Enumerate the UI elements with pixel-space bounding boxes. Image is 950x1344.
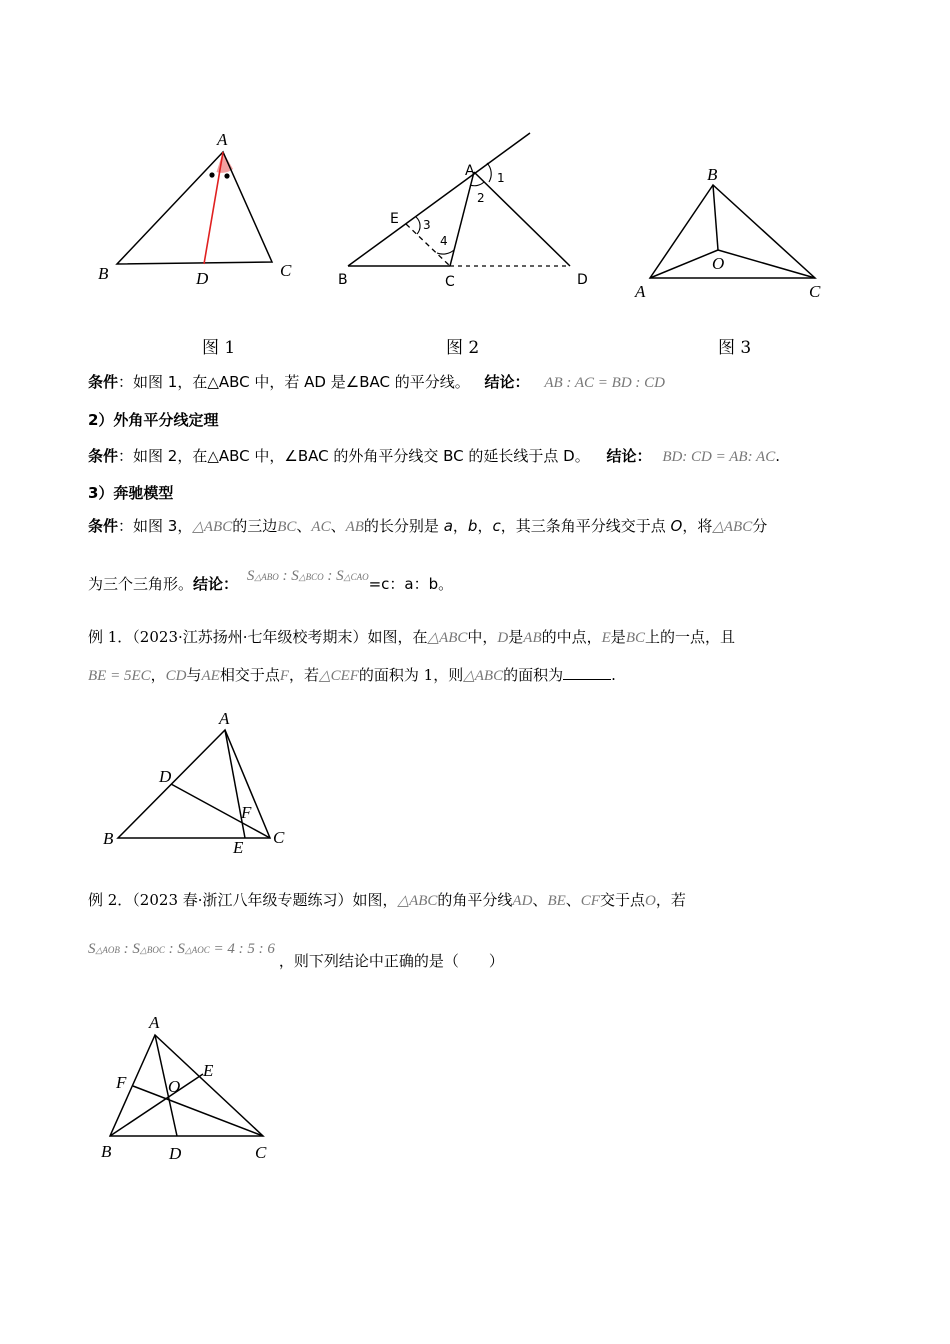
segment-cd	[171, 784, 270, 838]
label-B: B	[103, 829, 114, 848]
label-F: F	[241, 803, 252, 822]
label-D: D	[159, 767, 172, 786]
label-angle-2: 2	[477, 191, 485, 205]
label-B: B	[101, 1142, 112, 1161]
label-B: B	[98, 264, 109, 283]
bisector-cf	[133, 1086, 263, 1136]
section3-condition-line1	[88, 515, 767, 536]
text: 为三个三角形。	[88, 575, 194, 593]
example2-line2	[88, 941, 504, 971]
example1-line2	[88, 664, 616, 685]
math-d: D	[497, 630, 509, 646]
math-sub: △BCO	[298, 572, 324, 582]
condition-text: ：如图 2，在△ABC 中，∠BAC 的外角平分线交 BC 的延长线于点 D。	[118, 447, 590, 465]
example2-line1	[88, 889, 686, 910]
math-s: S	[88, 941, 96, 957]
math-colon: :	[119, 941, 133, 957]
text: 交于点	[599, 891, 645, 909]
var-o: O	[670, 517, 683, 535]
example2-figure	[95, 1008, 295, 1168]
bisector-bo	[713, 185, 718, 250]
section2-condition	[88, 445, 780, 466]
triangle-abc	[650, 185, 815, 278]
figure-1-caption: 图 1	[202, 338, 236, 358]
answer-blank[interactable]	[563, 665, 611, 680]
math-cf: CF	[580, 893, 600, 909]
example1-line1	[88, 626, 735, 647]
label-angle-3: 3	[423, 218, 431, 232]
math-colon: :	[164, 941, 178, 957]
math-triangle: △ABC	[192, 519, 233, 535]
text: ，	[452, 517, 468, 535]
text: 上的一点，且	[644, 628, 735, 646]
math-ab: AB	[523, 630, 542, 646]
text: 的长分别是	[363, 517, 444, 535]
conclusion-label: 结论：	[193, 575, 239, 593]
text: ，将	[682, 517, 713, 535]
math-sub: △BOC	[139, 945, 165, 955]
label-C: C	[280, 261, 292, 280]
math-cd: CD	[165, 668, 187, 684]
figure-1	[90, 125, 310, 295]
text: 例 2．（2023 春·浙江八年级专题练习）如图，	[88, 891, 398, 909]
triangle-abc	[117, 152, 272, 264]
math-sub: △ABO	[254, 572, 279, 582]
label-A: A	[635, 282, 646, 301]
figure-3-caption: 图 3	[718, 338, 752, 358]
math-e: E	[601, 630, 611, 646]
math-colon: :	[278, 568, 292, 584]
label-A: A	[219, 709, 230, 728]
text: ，其三条角平分线交于点	[500, 517, 671, 535]
label-C: C	[255, 1143, 267, 1162]
math-s: S	[177, 941, 185, 957]
conclusion-label: 结论：	[484, 373, 530, 391]
condition-label: 条件	[88, 373, 119, 391]
text: 的面积为	[503, 666, 564, 684]
math-sub: △AOC	[184, 945, 210, 955]
label-D: D	[196, 269, 209, 288]
math-f: F	[279, 668, 290, 684]
var-a: a	[443, 517, 453, 535]
label-A: A	[465, 163, 475, 179]
label-E: E	[203, 1061, 214, 1080]
math-o: O	[644, 893, 656, 909]
label-angle-1: 1	[497, 171, 505, 185]
math-sub: △AOB	[95, 945, 120, 955]
math-ac: AC	[311, 519, 331, 535]
math-ratio: = 4 : 5 : 6	[209, 941, 275, 957]
text: 相交于点	[219, 666, 280, 684]
math-s: S	[132, 941, 140, 957]
math-bc: BC	[277, 519, 297, 535]
conclusion-end: .	[775, 447, 780, 465]
text: 、	[330, 517, 346, 535]
text: 、	[296, 517, 312, 535]
label-D: D	[577, 272, 588, 288]
text: 的面积为 1，则	[358, 666, 464, 684]
math-triangle: △ABC	[463, 668, 504, 684]
math-triangle: △ABC	[397, 893, 438, 909]
label-O: O	[168, 1077, 181, 1096]
conclusion-label: 结论：	[606, 447, 652, 465]
area-ratio-formula	[247, 566, 369, 584]
angle-2-arc	[470, 182, 484, 186]
text: ：如图 3，	[118, 517, 193, 535]
label-E: E	[390, 211, 399, 227]
condition-text: ：如图 1，在△ABC 中，若 AD 是∠BAC 的平分线。	[118, 373, 470, 391]
angle-4-arc	[437, 250, 454, 254]
label-B: B	[707, 165, 718, 184]
text: 分	[752, 517, 768, 535]
math-ab: AB	[345, 519, 364, 535]
text: 的三边	[232, 517, 278, 535]
math-be-eq: BE = 5EC	[88, 668, 151, 684]
label-C: C	[273, 828, 285, 847]
math-be: BE	[547, 893, 566, 909]
ratio-tail: =c：a：b。	[368, 575, 454, 593]
text: ，	[477, 517, 493, 535]
angle-3-arc	[416, 217, 420, 234]
figure-3	[625, 155, 845, 305]
label-D: D	[169, 1144, 182, 1163]
math-sub: △CAO	[343, 572, 369, 582]
text: 、	[532, 891, 548, 909]
section2-heading: 2）外角平分线定理	[88, 411, 219, 429]
condition-label: 条件	[88, 517, 119, 535]
text: 中，	[467, 628, 498, 646]
text: 是	[610, 628, 626, 646]
math-s: S	[246, 568, 255, 584]
section1-condition	[88, 371, 665, 392]
math-colon: :	[323, 568, 337, 584]
math-triangle: △ABC	[427, 630, 468, 646]
label-C: C	[445, 274, 455, 290]
label-angle-4: 4	[440, 234, 448, 248]
math-s: S	[336, 568, 344, 584]
text: 、	[565, 891, 581, 909]
label-B: B	[338, 272, 348, 288]
text: 是	[508, 628, 524, 646]
side-ac	[450, 172, 474, 266]
math-ae: AE	[201, 668, 220, 684]
label-O: O	[712, 254, 725, 273]
example1-figure	[95, 705, 305, 865]
text: .	[611, 666, 616, 684]
angle-mark-dot	[209, 172, 214, 177]
text: 的角平分线	[437, 891, 513, 909]
label-A: A	[149, 1013, 160, 1032]
figure-2	[330, 125, 610, 300]
label-C: C	[809, 282, 821, 301]
math-triangle-cef: △CEF	[319, 668, 359, 684]
var-c: c	[492, 517, 501, 535]
math-s: S	[291, 568, 299, 584]
line-ad	[474, 172, 570, 266]
angle-1-arc	[487, 163, 491, 182]
var-b: b	[467, 517, 478, 535]
math-bc: BC	[625, 630, 645, 646]
text: 的中点，	[541, 628, 602, 646]
text: 例 1．（2023·江苏扬州·七年级校考期末）如图，在	[88, 628, 428, 646]
text: ，则下列结论中正确的是（ ）	[278, 952, 504, 970]
label-A: A	[217, 130, 228, 149]
conclusion-formula: AB : AC = BD : CD	[544, 375, 665, 391]
text: ，	[150, 666, 166, 684]
condition-label: 条件	[88, 447, 119, 465]
text: ，若	[289, 666, 320, 684]
figure-2-caption: 图 2	[446, 338, 480, 358]
label-F: F	[116, 1073, 127, 1092]
conclusion-formula: BD: CD = AB: AC	[662, 449, 776, 465]
label-E: E	[233, 838, 244, 857]
angle-mark-dot	[224, 173, 229, 178]
math-triangle: △ABC	[712, 519, 753, 535]
text: ，若	[655, 891, 686, 909]
section3-heading: 3）奔驰模型	[88, 484, 174, 502]
area-ratio-formula	[88, 939, 275, 957]
section3-condition-line2	[88, 568, 454, 594]
math-ad: AD	[512, 893, 533, 909]
text: 与	[186, 666, 202, 684]
